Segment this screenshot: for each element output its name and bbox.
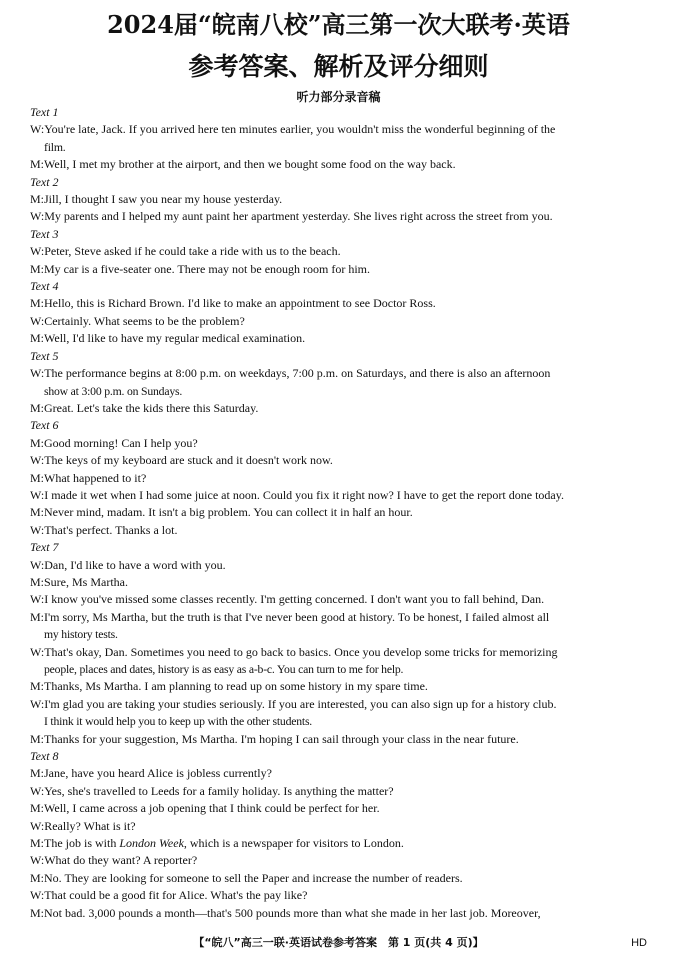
transcript-body	[30, 104, 652, 922]
dialogue-text: M:The job is with	[30, 836, 120, 851]
dialogue-line: W:The keys of my keyboard are stuck and it doesn't work now.	[30, 453, 333, 468]
footer-page-info: 【“皖八”高三一联·英语试卷参考答案 第 1 页(共 4 页)】	[193, 936, 484, 949]
text-label: Text 7	[30, 540, 59, 555]
dialogue-line: W:Peter, Steve asked if he could take a ride with us to the beach.	[30, 244, 341, 259]
text-label: Text 2	[30, 174, 59, 189]
dialogue-line: W:That could be a good fit for Alice. What's the pay like?	[30, 888, 308, 903]
dialogue-line: W:Certainly. What seems to be the problem?	[30, 313, 245, 328]
footer-code: HD	[631, 937, 647, 949]
dialogue-line: M:Sure, Ms Martha.	[30, 574, 128, 589]
section-heading: 听力部分录音稿	[296, 90, 381, 104]
dialogue-line: M:Jill, I thought I saw you near my house yesterday.	[30, 192, 283, 207]
dialogue-line: W:Really? What is it?	[30, 818, 136, 833]
text-label: Text 3	[30, 226, 59, 241]
text-label: Text 8	[30, 749, 59, 764]
dialogue-line: W:You're late, Jack. If you arrived here ten minutes earlier, you wouldn't miss the wonderful beginning of the	[30, 122, 556, 137]
dialogue-line: W:That's perfect. Thanks a lot.	[30, 522, 178, 537]
dialogue-line-continuation: my history tests.	[44, 628, 118, 642]
dialogue-line: W:Dan, I'd like to have a word with you.	[30, 557, 226, 572]
dialogue-line: M:Not bad. 3,000 pounds a month—that's 500 pounds more than what she made in her last job. Moreover,	[30, 905, 541, 920]
dialogue-line: M:Hello, this is Richard Brown. I'd like to make an appointment to see Doctor Ross.	[30, 296, 436, 311]
dialogue-line: M:Thanks, Ms Martha. I am planning to read up on some history in my spare time.	[30, 679, 428, 694]
document-subtitle-answers: 参考答案、解析及评分细则	[188, 52, 489, 81]
dialogue-line: M:Jane, have you heard Alice is jobless currently?	[30, 766, 272, 781]
document-title: 2024届“皖南八校”高三第一次大联考·英语	[107, 10, 570, 39]
newspaper-title: London Week	[119, 836, 184, 851]
dialogue-line: W:That's okay, Dan. Sometimes you need to go back to basics. Once you develop some tricks for memorizing	[30, 644, 558, 659]
dialogue-line: M:Well, I'd like to have my regular medical examination.	[30, 331, 306, 346]
dialogue-line: W:I made it wet when I had some juice at noon. Could you fix it right now? I have to get the report done today.	[30, 487, 564, 502]
dialogue-line-continuation: film.	[44, 140, 66, 154]
dialogue-line: W:What do they want? A reporter?	[30, 853, 198, 868]
dialogue-line	[30, 835, 652, 852]
dialogue-line: W:Yes, she's travelled to Leeds for a family holiday. Is anything the matter?	[30, 783, 394, 798]
dialogue-line: M:My car is a five-seater one. There may not be enough room for him.	[30, 261, 371, 276]
dialogue-line: M:No. They are looking for someone to sell the Paper and increase the number of readers.	[30, 870, 463, 885]
dialogue-line: M:Never mind, madam. It isn't a big problem. You can collect it in half an hour.	[30, 505, 413, 520]
dialogue-line: W:My parents and I helped my aunt paint her apartment yesterday. She lives right across the street from you.	[30, 209, 553, 224]
dialogue-line: M:Good morning! Can I help you?	[30, 435, 198, 450]
text-label: Text 6	[30, 418, 59, 433]
dialogue-line: M:Thanks for your suggestion, Ms Martha. I'm hoping I can sail through your class in the near future.	[30, 731, 519, 746]
dialogue-line-continuation: people, places and dates, history is as easy as a-b-c. You can turn to me for help.	[44, 663, 404, 676]
dialogue-line-continuation: show at 3:00 p.m. on Sundays.	[44, 384, 183, 398]
dialogue-text: , which is a newspaper for visitors to London.	[183, 836, 404, 851]
dialogue-line: W:I know you've missed some classes recently. I'm getting concerned. I don't want you to fall behind, Dan.	[30, 592, 545, 607]
dialogue-line: M:Well, I met my brother at the airport, and then we bought some food on the way back.	[30, 157, 456, 172]
dialogue-line: W:I'm glad you are taking your studies seriously. If you are interested, you can also sign up for a history club.	[30, 696, 557, 711]
dialogue-line-continuation: I think it would help you to keep up with the other students.	[44, 715, 313, 729]
page-footer	[0, 936, 677, 952]
text-label: Text 1	[30, 105, 59, 119]
dialogue-line: M:Well, I came across a job opening that I think could be perfect for her.	[30, 801, 380, 816]
text-label: Text 4	[30, 279, 59, 294]
dialogue-line: M:I'm sorry, Ms Martha, but the truth is that I've never been good at history. To be honest, I failed almost all	[30, 609, 550, 624]
dialogue-line: M:Great. Let's take the kids there this Saturday.	[30, 400, 259, 415]
dialogue-line: W:The performance begins at 8:00 p.m. on weekdays, 7:00 p.m. on Saturdays, and there is also an afternoon	[30, 366, 551, 381]
dialogue-line: M:What happened to it?	[30, 470, 147, 485]
text-label: Text 5	[30, 348, 59, 363]
